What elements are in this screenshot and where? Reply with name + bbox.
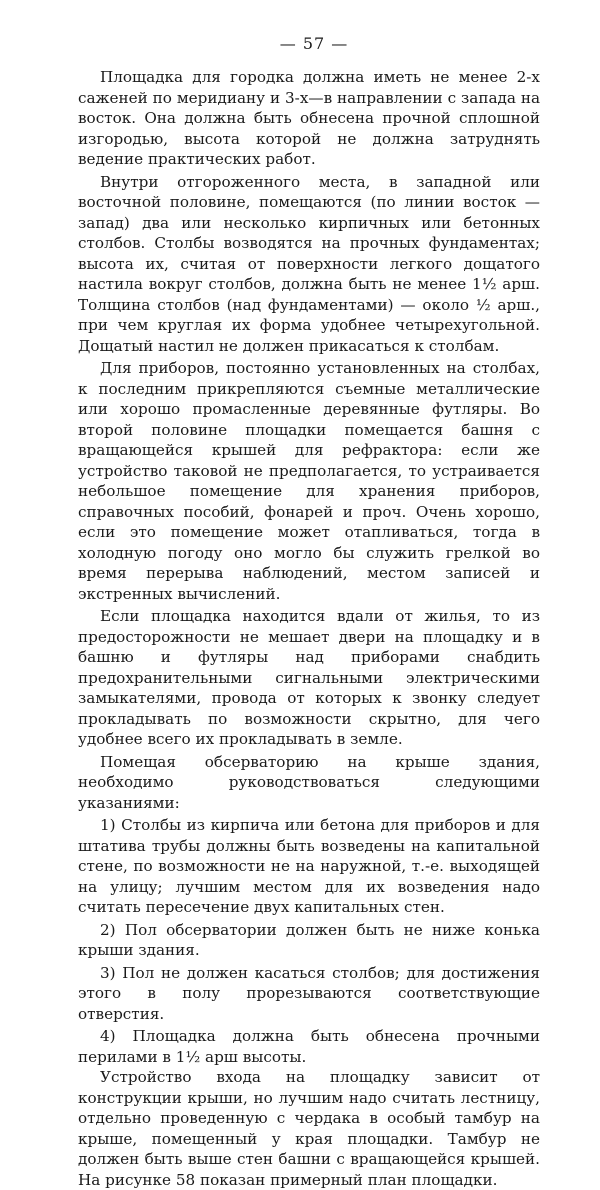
list-item-2: 2) Пол обсерватории должен быть не ниже конька крыши здания. — [78, 920, 540, 959]
paragraph-roof-intro: Помещая обсерваторию на крыше здания, необходимо руководствоваться следующими указаниями: — [78, 752, 540, 812]
list-item-1: 1) Столбы из кирпича или бетона для приборов и для штатива трубы должны быть возведены на капитальной стене, по возможности не на наружной, т.-е. выходящей на улицу; лучшим местом для их возведения надо считать пересечение двух капитальных стен. — [78, 816, 540, 916]
paragraph-instrument-cases: Для приборов, постоянно установленных на столбах, к последним прикрепляются съемные металлические или хорошо промасленные деревянные футляры. Во второй половине площадки помещается башня с вращающейся крышей для рефрактора: если же устройство таковой не предполагается, то устраивается небольшое помещение для хранения приборов, справочных пособий, фонарей и проч. Очень хорошо, если это помещение может отапливаться, тогда в холодную погоду оно могло бы служить грелкой во время перерыва наблюдений, местом записей и экстренных вычислений. — [78, 359, 540, 603]
page-number: — 57 — — [279, 34, 349, 53]
list-item-4: 4) Площадка должна быть обнесена прочными перилами в 1½ арш высоты. — [78, 1027, 540, 1066]
paragraph-alarm: Если площадка находится вдали от жилья, то из предосторожности не мешает двери на площадку и в башню и футляры над приборами снабдить предохранительными сигнальными электрическими замыкателями, провода от которых к звонку следует прокладывать по возможности скрытно, для чего удобнее всего их прокладывать в земле. — [78, 607, 540, 748]
paragraph-site-size: Площадка для городка должна иметь не менее 2-х саженей по меридиану и 3-х—в направлении с запада на восток. Она должна быть обнесена прочной сплошной изгородью, высота которой не должна затруднять ведение практических работ. — [78, 68, 540, 168]
list-item-3: 3) Пол не должен касаться столбов; для достижения этого в полу прорезываются соответствующие отверстия. — [78, 963, 540, 1023]
paragraph-pillars: Внутри отгороженного места, в западной или восточной половине, помещаются (по линии восток — запад) два или несколько кирпичных или бетонных столбов. Столбы возводятся на прочных фундаментах; высота их, считая от поверхности легкого дощатого настила вокруг столбов, должна быть не менее 1½ арш. Толщина столбов (над фундаментами) — около ½ арш., при чем круглая их форма удобнее четырехугольной. Дощатый настил не должен прикасаться к столбам. — [78, 172, 540, 355]
paragraph-entrance: Устройство входа на площадку зависит от конструкции крыши, но лучшим надо считать лестницу, отдельно проведенную с чердака в особый тамбур на крыше, помещенный у края площадки. Тамбур не должен быть выше стен башни с вращающейся крышей. На рисунке 58 показан примерный план площадки. — [78, 1068, 540, 1189]
